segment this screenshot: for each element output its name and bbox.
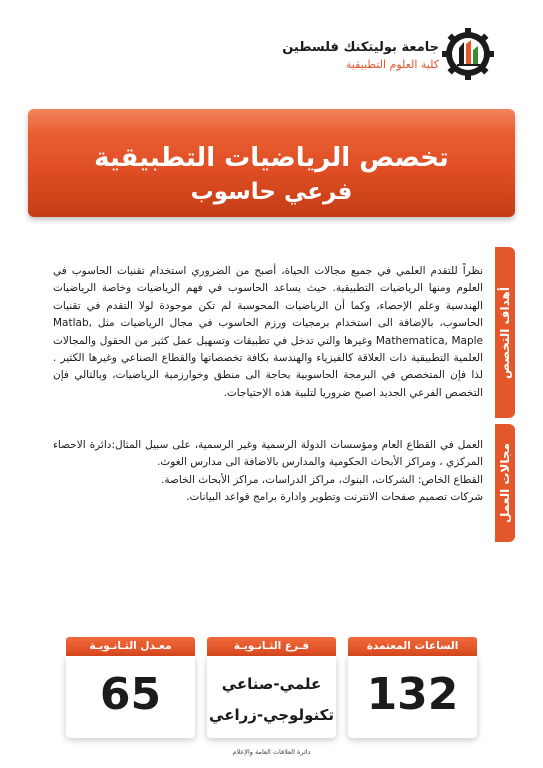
careers-item: العمل في القطاع العام ومؤسسات الدولة الرسمية وغير الرسمية، على سبيل المثال:دائرة الاحصاء المركزي ، ومراكز الأبحاث الحكومية والمدارس بالاضافة الى مدارس الغوث. (53, 439, 483, 469)
credit-hours-card (348, 637, 477, 738)
branch-body (207, 656, 336, 738)
careers-tab-label: مجالات العمل (498, 443, 512, 523)
program-subtitle: فرعي حاسوب (190, 179, 353, 205)
objectives-tab-label: أهداف التخصص (498, 286, 512, 379)
branch-value-1: علمي-صناعي (221, 675, 322, 693)
average-body (66, 656, 195, 738)
program-title: تخصص الرياضيات التطبيقية (94, 143, 449, 173)
university-name: جامعة بوليتكنك فلسطين (282, 40, 439, 55)
average-card (66, 637, 195, 738)
footer-text: دائرة العلاقات العامة والإعلام (232, 748, 311, 756)
careers-item: شركات تصميم صفحات الانترنت وتطوير وادارة برامج قواعد البيانات. (186, 491, 483, 504)
title-banner (28, 109, 515, 217)
branch-label: فـرع الثـانـويـة (207, 637, 336, 656)
objectives-tab (495, 247, 515, 418)
objectives-text: نظراً للتقدم العلمي في جميع مجالات الحياة، أصبح من الضروري استخدام تقنيات الحاسوب في العلوم ومنها الرياضيات التطبيقية. حيث يساعد الحاسوب في فهم الرياضيات وخاصة الرياضيات الهندسية وعلم الإحصاء، وكما أن الرياضيات المحوسبة لم تكن موجودة لولا التقدم في تقنيات الحاسوب، بالإضافة الى استخدام برمجيات ورزم الحاسوب في مجال الرياضيات مثل Matlab, Mathematica, Maple وغيرها والتي تدخل في تطبيقات وتسهيل عمل كثير من الحقول والمجالات العلمية التطبيقية ذات العلاقة كالفيزياء والهندسة بكافة تخصصاتها والقطاع الصناعي وغيرها الكثير . لذا فإن المتخصص في البرمجة الحاسوبية بحاجة الى منطق وخوارزمية الرياضيات، وبالتالي فإن التخصص الفرعي الجديد اصبح ضروريا لتلبية هذه الإحتياجات. (53, 265, 484, 399)
university-logo (442, 28, 494, 80)
college-name: كلية العلوم التطبيقية (345, 58, 439, 71)
branch-value-2: تكنولوجي-زراعي (209, 706, 334, 724)
average-value: 65 (99, 669, 162, 720)
branch-card (207, 637, 336, 738)
credit-hours-value: 132 (366, 669, 459, 720)
careers-section (53, 437, 483, 507)
credit-hours-label: الساعات المعتمدة (348, 637, 477, 656)
careers-tab (495, 424, 515, 542)
objectives-section (53, 263, 483, 402)
credit-hours-body (348, 656, 477, 738)
average-label: معـدل الثـانـويـة (66, 637, 195, 656)
careers-item: القطاع الخاص: الشركات، البنوك، مراكز الدراسات، مراكز الأبحاث الخاصة. (160, 473, 483, 486)
